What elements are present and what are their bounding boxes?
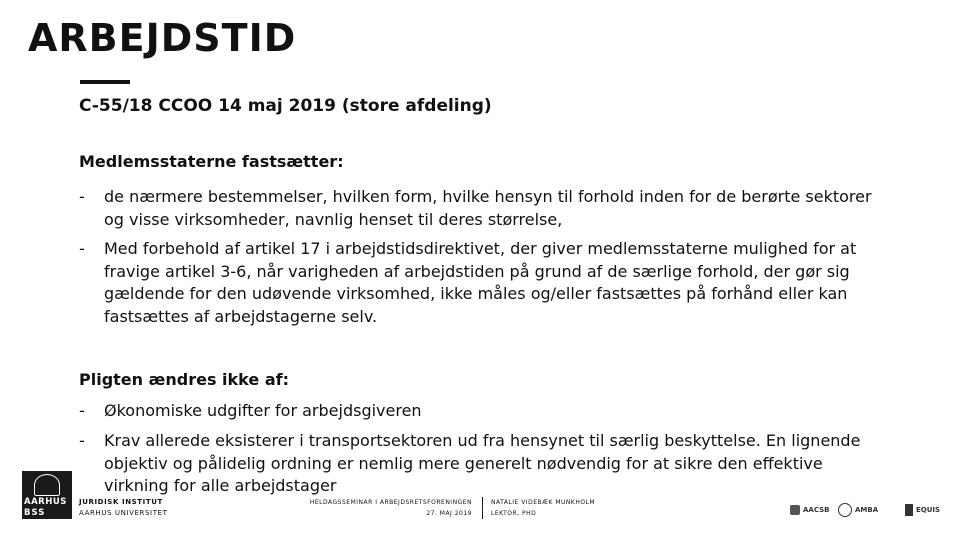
footer-author <box>491 497 595 519</box>
bullet-item <box>79 186 879 231</box>
logo-text-bss: BSS <box>24 508 46 518</box>
amba-label: AMBA <box>855 506 879 514</box>
bullet-dash: - <box>79 187 85 206</box>
slide-title: ARBEJDSTID <box>28 16 297 60</box>
event-name: HELDAGSSEMINAR I ARBEJDSRETSFORENINGEN <box>309 499 472 506</box>
aacsb-accreditation-logo <box>790 500 829 520</box>
bullet-text: Med forbehold af artikel 17 i arbejdstidsdirektivet, der giver medlemsstaterne mulighed for at fravige artikel 3-6, når varigheden af arbejdstiden på grund af de særlige forhold, der gør sig gældende for den udøvende virksomhed, ikke måles og/eller fastsættes på forhånd eller kan fastsættes af arbejdstagerne selv. <box>104 239 857 326</box>
author-title: LEKTOR, PHD <box>491 510 537 517</box>
slide-subtitle: C-55/18 CCOO 14 maj 2019 (store afdeling) <box>79 96 492 116</box>
bullet-text: de nærmere bestemmelser, hvilken form, hvilke hensyn til forhold inden for de berørte sektorer og visse virksomheder, navnlig henset til deres størrelse, <box>104 187 872 229</box>
footer-institute <box>79 497 167 519</box>
bullet-dash: - <box>79 401 85 420</box>
bullet-text: Økonomiske udgifter for arbejdsgiveren <box>104 401 422 420</box>
footer-divider <box>482 497 483 519</box>
university-seal-icon <box>34 474 60 496</box>
aacsb-icon <box>790 505 800 515</box>
equis-icon <box>905 504 913 516</box>
bullet-item <box>79 430 879 498</box>
logo-text-aarhus: AARHUS <box>24 497 67 507</box>
aacsb-label: AACSB <box>803 506 830 514</box>
equis-accreditation-logo <box>905 500 940 520</box>
bullet-item <box>79 238 879 328</box>
amba-icon <box>838 503 852 517</box>
author-name: NATALIE VIDEBÆK MUNKHOLM <box>491 499 596 506</box>
title-accent-bar <box>80 80 130 84</box>
institute-name: JURIDISK INSTITUT <box>79 498 163 506</box>
amba-accreditation-logo <box>838 500 878 520</box>
event-date: 27. MAJ 2019 <box>426 510 472 517</box>
university-name: AARHUS UNIVERSITET <box>79 509 168 517</box>
section-heading-pligten: Pligten ændres ikke af: <box>79 370 289 389</box>
equis-label: EQUIS <box>916 506 941 514</box>
bullet-text: Krav allerede eksisterer i transportsektoren ud fra hensynet til særlig beskyttelse. En lignende objektiv og pålidelig ordning er nemlig mere generelt nødvendig for at sikre den effektive virkning for alle arbejdstager <box>104 431 861 495</box>
footer-event <box>300 497 472 519</box>
aarhus-bss-logo <box>22 471 72 519</box>
bullet-dash: - <box>79 431 85 450</box>
bullet-item <box>79 400 879 423</box>
section-heading-medlemsstaterne: Medlemsstaterne fastsætter: <box>79 152 344 171</box>
bullet-dash: - <box>79 239 85 258</box>
